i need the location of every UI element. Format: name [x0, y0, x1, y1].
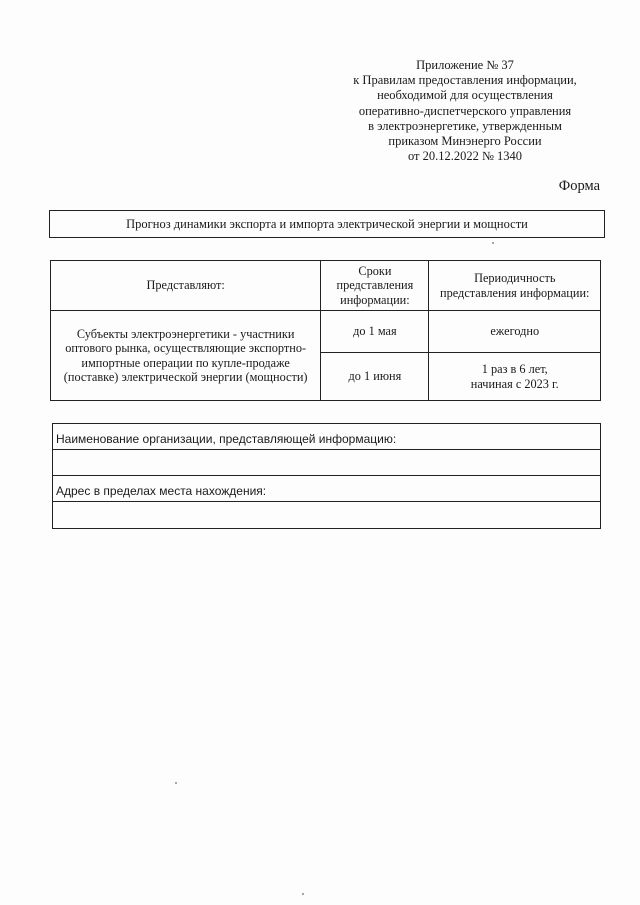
form-title-box	[49, 210, 605, 238]
org-address-field[interactable]	[53, 502, 600, 528]
deadline-cell: до 1 мая	[321, 311, 429, 353]
schedule-row	[51, 311, 601, 353]
annex-line: необходимой для осуществления	[377, 88, 553, 103]
form-label: Форма	[558, 178, 600, 194]
annex-line: оперативно-диспетчерского управления	[358, 103, 572, 118]
submitters-line: импортные операции по купле-продаже	[81, 355, 290, 370]
annex-line: приказом Минэнерго России	[388, 134, 542, 149]
frequency-cell	[429, 311, 601, 353]
annex-line: к Правилам предоставления информации,	[353, 73, 577, 88]
schedule-table	[50, 260, 601, 401]
submitters-line: (поставке) электрической энергии (мощности)	[63, 370, 308, 384]
frequency-line: ежегодно	[490, 324, 540, 339]
deadline-cell: до 1 июня	[321, 353, 429, 401]
header-frequency-line: представления информации:	[440, 285, 590, 300]
org-name-label: Наименование организации, представляющей информацию:	[53, 424, 600, 450]
header-frequency	[429, 261, 601, 311]
frequency-line: начиная с 2023 г.	[470, 376, 559, 391]
frequency-cell	[429, 353, 601, 401]
scan-speck	[492, 242, 494, 244]
header-deadlines-line: Сроки	[358, 263, 392, 278]
form-title: Прогноз динамики экспорта и импорта электрической энергии и мощности	[126, 216, 528, 231]
header-deadlines-line: информации:	[340, 292, 410, 307]
header-submitters: Представляют:	[51, 261, 321, 311]
submitters-line: Субъекты электроэнергетики - участники	[76, 326, 295, 341]
organization-info-block	[52, 423, 601, 529]
header-deadlines-line: представления	[336, 278, 414, 293]
submitters-line: оптового рынка, осуществляющие экспортно-	[65, 341, 307, 355]
annex-header	[330, 58, 600, 164]
scan-speck	[175, 782, 177, 784]
annex-line: в электроэнергетике, утвержденным	[368, 118, 562, 133]
scan-speck	[302, 893, 304, 895]
org-address-label: Адрес в пределах места нахождения:	[53, 476, 600, 502]
annex-line: Приложение № 37	[416, 58, 514, 72]
frequency-line: 1 раз в 6 лет,	[481, 362, 548, 376]
submitters-cell	[51, 311, 321, 401]
schedule-header-row	[51, 261, 601, 311]
header-frequency-line: Периодичность	[474, 271, 556, 285]
annex-line: от 20.12.2022 № 1340	[407, 149, 523, 164]
org-name-field[interactable]	[53, 450, 600, 476]
header-deadlines	[321, 261, 429, 311]
